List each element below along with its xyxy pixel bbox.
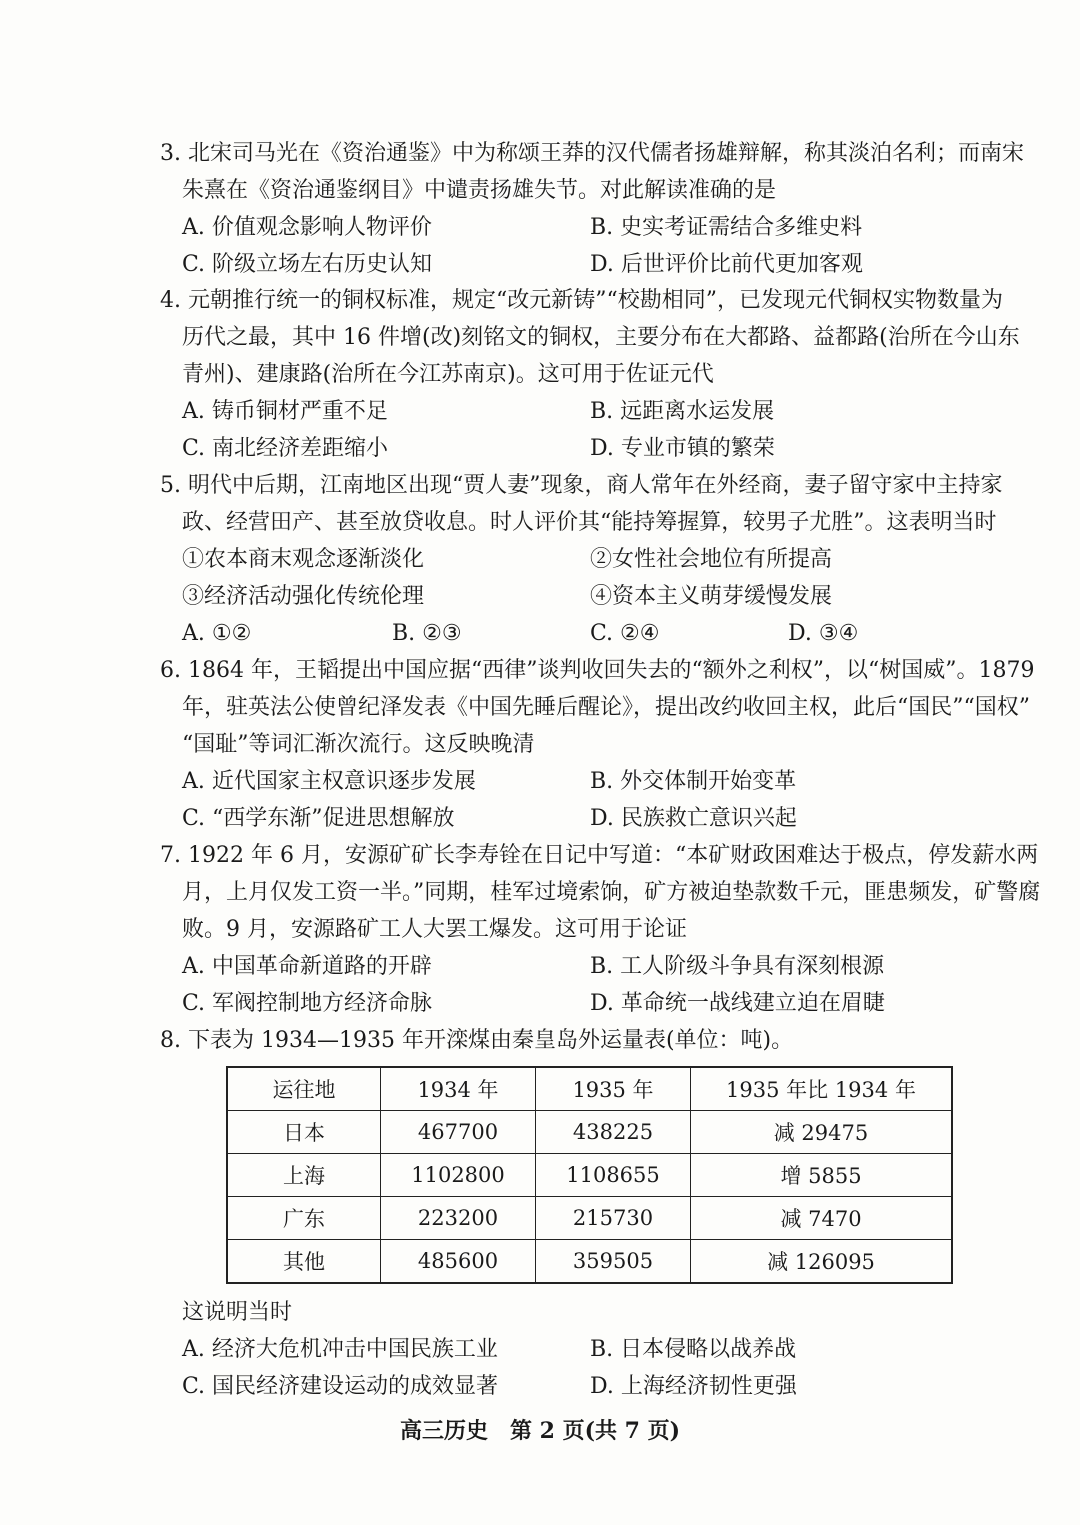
question-6-option-d: D. 民族救亡意识兴起 bbox=[590, 806, 797, 831]
question-6-stem-line: 6. 1864 年，王韬提出中国应据“西律”谈判收回失去的“额外之利权”，以“树国威”。1879 bbox=[160, 658, 1035, 683]
question-8-option-c: C. 国民经济建设运动的成效显著 bbox=[182, 1374, 499, 1399]
table-cell: 438225 bbox=[536, 1111, 691, 1154]
table-cell: 日本 bbox=[227, 1111, 381, 1154]
question-7-stem-line: 月，上月仅发工资一半。”同期，桂军过境索饷，矿方被迫垫款数千元，匪患频发，矿警腐 bbox=[182, 880, 1041, 905]
table-cell: 359505 bbox=[536, 1240, 691, 1284]
table-row bbox=[227, 1197, 952, 1240]
table-cell: 1102800 bbox=[381, 1154, 536, 1197]
question-5-item-4: ④资本主义萌芽缓慢发展 bbox=[590, 584, 833, 609]
question-7-option-b: B. 工人阶级斗争具有深刻根源 bbox=[590, 954, 885, 979]
question-4-option-a: A. 铸币铜材严重不足 bbox=[182, 399, 388, 424]
question-5-stem-line: 政、经营田产、甚至放贷收息。时人评价其“能持筹握算，较男子尤胜”。这表明当时 bbox=[182, 510, 997, 535]
table-header-cell: 1935 年比 1934 年 bbox=[691, 1067, 953, 1111]
table-cell: 1108655 bbox=[536, 1154, 691, 1197]
question-5-stem-line: 5. 明代中后期，江南地区出现“贾人妻”现象，商人常年在外经商，妻子留守家中主持家 bbox=[160, 473, 1003, 498]
question-8-option-b: B. 日本侵略以战养战 bbox=[590, 1337, 797, 1362]
question-8 bbox=[160, 1022, 1010, 1059]
question-3-stem-line: 3. 北宋司马光在《资治通鉴》中为称颂王莽的汉代儒者扬雄辩解，称其淡泊名利；而南宋 bbox=[160, 141, 1024, 166]
table-row bbox=[227, 1154, 952, 1197]
question-4-stem-line: 青州)、建康路(治所在今江苏南京)。这可用于佐证元代 bbox=[182, 362, 714, 387]
table-cell: 广东 bbox=[227, 1197, 381, 1240]
page-footer: 高三历史 第 2 页(共 7 页) bbox=[399, 1418, 681, 1444]
question-5 bbox=[160, 467, 1010, 652]
question-4 bbox=[160, 282, 1020, 467]
question-6 bbox=[160, 652, 1035, 837]
question-7-stem-line: 7. 1922 年 6 月，安源矿矿长李寿铨在日记中写道：“本矿财政困难达于极点，停发薪水两 bbox=[160, 843, 1039, 868]
question-6-option-a: A. 近代国家主权意识逐步发展 bbox=[182, 769, 476, 794]
question-3-option-c: C. 阶级立场左右历史认知 bbox=[182, 252, 433, 277]
question-7-stem-line: 败。9 月，安源路矿工人大罢工爆发。这可用于论证 bbox=[182, 917, 687, 942]
question-8-option-d: D. 上海经济韧性更强 bbox=[590, 1374, 797, 1399]
question-8-stem-line: 8. 下表为 1934—1935 年开滦煤由秦皇岛外运量表(单位：吨)。 bbox=[160, 1028, 794, 1053]
question-4-option-d: D. 专业市镇的繁荣 bbox=[590, 436, 775, 461]
question-3-stem-line: 朱熹在《资治通鉴纲目》中谴责扬雄失节。对此解读准确的是 bbox=[182, 178, 777, 203]
question-8-tail bbox=[160, 1294, 1010, 1405]
question-7-option-a: A. 中国革命新道路的开辟 bbox=[182, 954, 432, 979]
coal-shipment-table bbox=[226, 1066, 953, 1284]
table-cell: 485600 bbox=[381, 1240, 536, 1284]
table-cell: 其他 bbox=[227, 1240, 381, 1284]
question-3 bbox=[160, 135, 1024, 283]
table-cell: 215730 bbox=[536, 1197, 691, 1240]
question-5-item-3: ③经济活动强化传统伦理 bbox=[182, 584, 425, 609]
question-6-stem-line: 年，驻英法公使曾纪泽发表《中国先睡后醒论》，提出改约收回主权，此后“国民”“国权” bbox=[182, 695, 1030, 720]
question-5-option-d: D. ③④ bbox=[788, 621, 859, 646]
table-header-cell: 1935 年 bbox=[536, 1067, 691, 1111]
question-5-option-a: A. ①② bbox=[182, 621, 252, 646]
table-cell: 467700 bbox=[381, 1111, 536, 1154]
table-cell: 减 126095 bbox=[691, 1240, 953, 1284]
question-3-option-a: A. 价值观念影响人物评价 bbox=[182, 215, 432, 240]
question-4-option-b: B. 远距离水运发展 bbox=[590, 399, 775, 424]
question-7-option-d: D. 革命统一战线建立迫在眉睫 bbox=[590, 991, 885, 1016]
question-4-stem-line: 4. 元朝推行统一的铜权标准，规定“改元新铸”“校勘相同”，已发现元代铜权实物数量为 bbox=[160, 288, 1003, 313]
question-7 bbox=[160, 837, 1041, 1022]
question-3-option-b: B. 史实考证需结合多维史料 bbox=[590, 215, 863, 240]
question-6-stem-line: “国耻”等词汇渐次流行。这反映晚清 bbox=[182, 732, 535, 757]
question-7-option-c: C. 军阀控制地方经济命脉 bbox=[182, 991, 433, 1016]
question-3-option-d: D. 后世评价比前代更加客观 bbox=[590, 252, 863, 277]
table-row bbox=[227, 1240, 952, 1284]
table-cell: 减 7470 bbox=[691, 1197, 953, 1240]
question-6-option-b: B. 外交体制开始变革 bbox=[590, 769, 797, 794]
question-8-option-a: A. 经济大危机冲击中国民族工业 bbox=[182, 1337, 498, 1362]
question-5-option-b: B. ②③ bbox=[392, 621, 462, 646]
question-4-stem-line: 历代之最，其中 16 件增(改)刻铭文的铜权，主要分布在大都路、益都路(治所在今山东 bbox=[182, 325, 1020, 350]
question-4-option-c: C. 南北经济差距缩小 bbox=[182, 436, 389, 461]
table-cell: 223200 bbox=[381, 1197, 536, 1240]
table-cell: 减 29475 bbox=[691, 1111, 953, 1154]
table-header-cell: 1934 年 bbox=[381, 1067, 536, 1111]
question-6-option-c: C. “西学东渐”促进思想解放 bbox=[182, 806, 455, 831]
question-8-after-text: 这说明当时 bbox=[182, 1300, 293, 1325]
question-5-option-c: C. ②④ bbox=[590, 621, 660, 646]
table-header-cell: 运往地 bbox=[227, 1067, 381, 1111]
question-5-item-2: ②女性社会地位有所提高 bbox=[590, 547, 833, 572]
table-cell: 上海 bbox=[227, 1154, 381, 1197]
table-cell: 增 5855 bbox=[691, 1154, 953, 1197]
table-row bbox=[227, 1111, 952, 1154]
table-header-row bbox=[227, 1067, 952, 1111]
question-5-item-1: ①农本商末观念逐渐淡化 bbox=[182, 547, 425, 572]
